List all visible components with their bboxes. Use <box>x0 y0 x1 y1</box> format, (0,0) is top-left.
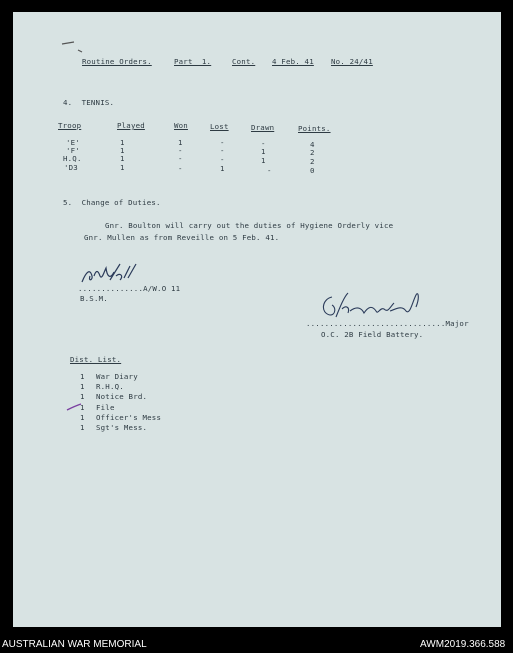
table-cell: 1 <box>120 138 125 147</box>
section-4-heading: 4. TENNIS. <box>63 98 115 107</box>
footer-institution: AUSTRALIAN WAR MEMORIAL <box>2 639 147 650</box>
table-cell: 2 <box>310 148 315 157</box>
footer-accession-number: AWM2019.366.588 <box>420 639 506 650</box>
table-cell: - <box>178 164 183 173</box>
list-item: File <box>96 403 115 412</box>
column-header-played: Played <box>117 121 145 130</box>
list-item-qty: 1 <box>80 423 85 432</box>
table-cell: 'E' <box>66 138 80 147</box>
list-item: R.H.Q. <box>96 382 124 391</box>
list-item-qty: 1 <box>80 392 85 401</box>
list-item: Notice Brd. <box>96 392 148 401</box>
table-cell: 1 <box>178 138 183 147</box>
list-item-qty: 1 <box>80 382 85 391</box>
ink-mark <box>60 38 84 54</box>
column-header-won: Won <box>174 121 188 130</box>
header-title: Routine Orders. <box>82 57 152 66</box>
list-item: Officer's Mess <box>96 413 162 422</box>
header-cont: Cont. <box>232 57 256 66</box>
distribution-list-heading: Dist. List. <box>70 355 122 364</box>
table-cell: 'F' <box>66 146 80 155</box>
table-cell: - <box>267 166 272 175</box>
section-5-line-2: Gnr. Mullen as from Reveille on 5 Feb. 41. <box>84 233 280 242</box>
table-cell: 1 <box>220 164 225 173</box>
signature-title-left: B.S.M. <box>80 294 108 303</box>
list-item: Sgt's Mess. <box>96 423 148 432</box>
signature-line-right: ..............................Major <box>306 319 469 328</box>
header-part: Part 1. <box>174 57 212 66</box>
section-5-line-1: Gnr. Boulton will carry out the duties of Hygiene Orderly vice <box>105 221 394 230</box>
list-item-qty: 1 <box>80 403 85 412</box>
list-item: War Diary <box>96 372 138 381</box>
table-cell: - <box>220 146 225 155</box>
signature-title-right: O.C. 2B Field Battery. <box>321 330 424 339</box>
column-header-lost: Lost <box>210 122 229 131</box>
table-cell: - <box>178 146 183 155</box>
column-header-drawn: Drawn <box>251 123 275 132</box>
table-cell: 1 <box>120 154 125 163</box>
column-header-points: Points. <box>298 124 331 133</box>
table-cell: - <box>220 155 225 164</box>
list-item-qty: 1 <box>80 372 85 381</box>
header-date: 4 Feb. 41 <box>272 57 314 66</box>
table-cell: 1 <box>120 163 125 172</box>
table-cell: 1 <box>261 156 266 165</box>
table-cell: H.Q. <box>63 154 82 163</box>
list-item-qty: 1 <box>80 413 85 422</box>
column-header-troop: Troop <box>58 121 82 130</box>
check-mark-icon <box>66 402 82 412</box>
table-cell: 2 <box>310 157 315 166</box>
table-cell: 1 <box>120 146 125 155</box>
table-cell: - <box>261 139 266 148</box>
header-number: No. 24/41 <box>331 57 373 66</box>
signature-line-left: ..............A/W.O 11 <box>78 284 181 293</box>
table-cell: 1 <box>261 147 266 156</box>
table-cell: 'D3 <box>64 163 78 172</box>
table-cell: 0 <box>310 166 315 175</box>
section-5-heading: 5. Change of Duties. <box>63 198 161 207</box>
table-cell: - <box>220 138 225 147</box>
table-cell: 4 <box>310 140 315 149</box>
table-cell: - <box>178 154 183 163</box>
